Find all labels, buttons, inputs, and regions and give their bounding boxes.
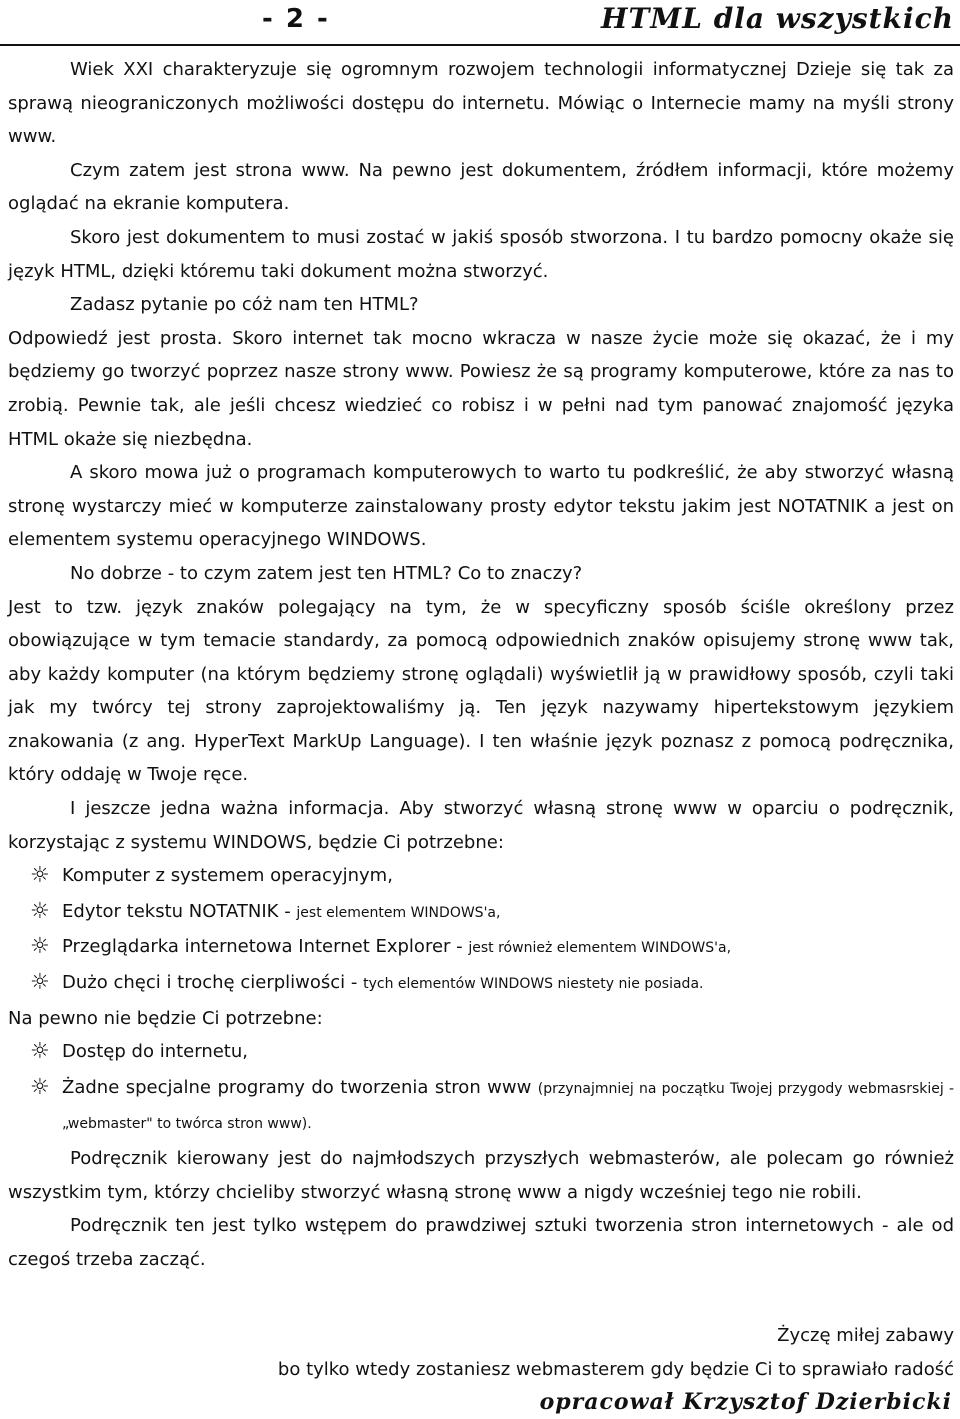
document-body: [8, 53, 954, 1276]
not-needed-list: [8, 1035, 954, 1142]
list-item: [8, 859, 954, 895]
paragraph-answer: Odpowiedź jest prosta. Skoro internet tak mocno wkracza w nasze życie może się okazać, że i my będziemy go tworzyć poprzez nasze strony www. Powiesz że są programy komputerowe, które za nas to zrobią. Pewnie tak, ale jeśli chcesz wiedzieć co robisz i w pełni nad tym panować znajomość języka HTML okaże się niezbędna.: [8, 327, 954, 450]
list-item-text: Edytor tekstu NOTATNIK -: [62, 900, 297, 922]
paragraph-audience: Podręcznik kierowany jest do najmłodszych przyszłych webmasterów, ale polecam go również wszystkim tym, którzy chcieliby stworzyć własną stronę www a nigdy wcześniej tego nie robili.: [8, 1148, 954, 1203]
list-item-note: jest również elementem WINDOWS'a,: [468, 940, 732, 957]
sun-icon: ☼: [30, 863, 50, 889]
list-item: [8, 895, 954, 931]
author-signature: opracował Krzysztof Dzierbicki: [539, 1389, 952, 1415]
wishes-line-2: bo tylko wtedy zostaniesz webmasterem gdy będzie Ci to sprawiało radość: [277, 1358, 954, 1380]
list-item: [8, 966, 954, 1002]
paragraph-what-is-html: No dobrze - to czym zatem jest ten HTML? Co to znaczy?: [70, 562, 583, 584]
list-item-note: jest elementem WINDOWS'a,: [296, 904, 501, 921]
list-item-text: Dużo chęci i trochę cierpliwości -: [62, 972, 364, 994]
list-item: [8, 1071, 954, 1142]
paragraph-html-helps: Skoro jest dokumentem to musi zostać w jakiś sposób stworzona. I tu bardzo pomocny okaże się język HTML, dzięki któremu taki dokument można stworzyć.: [8, 226, 954, 282]
page-header: [0, 0, 960, 46]
list-item-text: Przeglądarka internetowa Internet Explorer -: [62, 936, 469, 958]
paragraph-definition: Jest to tzw. język znaków polegający na tym, że w specyficzny sposób ściśle określony przez obowiązujące w tym temacie standardy, za pomocą odpowiednich znaków opisujemy stronę www tak, aby każdy komputer (na którym będziemy stronę oglądali) wyświetlił ją w prawidłowy sposób, czyli taki jak my twórcy tej strony zaprojektowaliśmy ją. Ten język nazywamy hipertekstowym językiem znakowania (z ang. HyperText MarkUp Language). I ten właśnie język poznasz z pomocą podręcznika, który oddaję w Twoje ręce.: [8, 596, 954, 786]
closing-wishes: [8, 1319, 954, 1386]
list-item: [8, 930, 954, 966]
list-item-text: Komputer z systemem operacyjnym,: [62, 865, 393, 887]
wishes-line-1: Życzę miłej zabawy: [777, 1325, 954, 1346]
list-item-text: Żadne specjalne programy do tworzenia stron www: [62, 1076, 538, 1098]
not-needed-heading: Na pewno nie będzie Ci potrzebne:: [8, 1007, 323, 1029]
list-item-note: (przynajmniej na początku Twojej przygody webmasrskiej - „webmaster" to twórca stron www).: [62, 1080, 955, 1133]
list-item: [8, 1035, 954, 1071]
paragraph-what-is-www: Czym zatem jest strona www. Na pewno jest dokumentem, źródłem informacji, które możemy oglądać na ekranie komputera.: [8, 159, 954, 215]
sun-icon: ☼: [30, 1074, 50, 1100]
page-number: - 2 -: [262, 4, 330, 34]
sun-icon: ☼: [30, 1039, 50, 1065]
sun-icon: ☼: [30, 898, 50, 924]
paragraph-question: Zadasz pytanie po cóż nam ten HTML?: [70, 294, 419, 316]
paragraph-requirements: I jeszcze jedna ważna informacja. Aby stworzyć własną stronę www w oparciu o podręcznik, korzystając z systemu WINDOWS, będzie Ci potrzebne:: [8, 798, 954, 853]
paragraph-intro: Wiek XXI charakteryzuje się ogromnym rozwojem technologii informatycznej Dzieje się tak za sprawą nieograniczonych możliwości dostępu do internetu. Mówiąc o Internecie mamy na myśli strony www.: [8, 59, 954, 148]
needed-list: [8, 859, 954, 1001]
sun-icon: ☼: [30, 934, 50, 960]
document-title: HTML dla wszystkich: [600, 2, 954, 35]
list-item-note: tych elementów WINDOWS niestety nie posiada.: [363, 976, 704, 993]
paragraph-notatnik: A skoro mowa już o programach komputerowych to warto tu podkreślić, że aby stworzyć własną stronę wystarczy mieć w komputerze zainstalowany prosty edytor tekstu jakim jest NOTATNIK a jest on elementem systemu operacyjnego WINDOWS.: [8, 462, 954, 551]
sun-icon: ☼: [30, 970, 50, 996]
list-item-text: Dostęp do internetu,: [62, 1041, 248, 1063]
paragraph-introduction-note: Podręcznik ten jest tylko wstępem do prawdziwej sztuki tworzenia stron internetowych - ale od czegoś trzeba zacząć.: [8, 1215, 954, 1270]
